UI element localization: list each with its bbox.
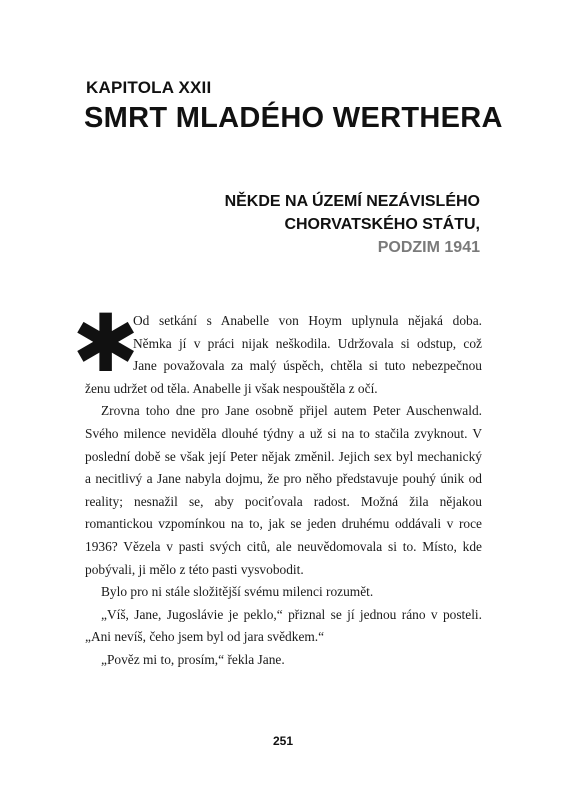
chapter-title: SMRT MLADÉHO WERTHERA <box>84 102 503 134</box>
location-line-1: NĚKDE NA ÚZEMÍ NEZÁVISLÉHO <box>224 193 480 210</box>
asterisk-ornament-icon: ✱ <box>72 297 140 390</box>
paragraph-first-line-3: Jane považovala za malý úspěch, chtěla si tuto nebezpečnou <box>133 358 482 374</box>
paragraph: „Víš, Jane, Jugoslávie je peklo,“ přiznal se jí jednou ráno v posteli. „Ani nevíš, čeho jsem byl od jara svědkem.“ <box>85 606 482 645</box>
paragraph: Bylo pro ni stále složitější svému milenci rozumět. <box>101 584 374 600</box>
page-number: 251 <box>272 734 294 748</box>
location-heading <box>225 190 480 259</box>
location-date: PODZIM 1941 <box>377 239 480 256</box>
paragraph-first <box>85 310 482 400</box>
location-line-2: CHORVATSKÉHO STÁTU, <box>284 216 480 233</box>
paragraph-first-line-4: ženu udržet od těla. Anabelle ji však nespouštěla z očí. <box>85 380 378 396</box>
paragraph: „Pověz mi to, prosím,“ řekla Jane. <box>101 651 285 667</box>
paragraph: Zrovna toho dne pro Jane osobně přijel autem Peter Auschenwald. Svého milence neviděla dlouhé týdny a už si na to stačila zvyknout. V poslední době se však její Peter nějak změnil. Jejich sex byl mechanický a necitlivý a Jane nabyla dojmu, že pro něho představuje pouhý únik od reality; nesnažil se, aby pociťovala radost. Možná žila nějakou romantickou vzpomínkou na to, jak se jeden druhému oddávali v roce 1936? Vězela v pasti svých citů, ale neuvědomovala si to. Místo, kde pobývali, ji mělo z této pasti vysvobodit. <box>85 403 482 577</box>
chapter-label: KAPITOLA XXII <box>86 78 212 97</box>
body-text <box>85 310 482 672</box>
paragraph-first-line-2: Němka jí v práci nijak neškodila. Udržovala si odstup, což <box>133 335 482 351</box>
paragraph-first-line-1: Od setkání s Anabelle von Hoym uplynula nějaká doba. <box>133 313 482 328</box>
